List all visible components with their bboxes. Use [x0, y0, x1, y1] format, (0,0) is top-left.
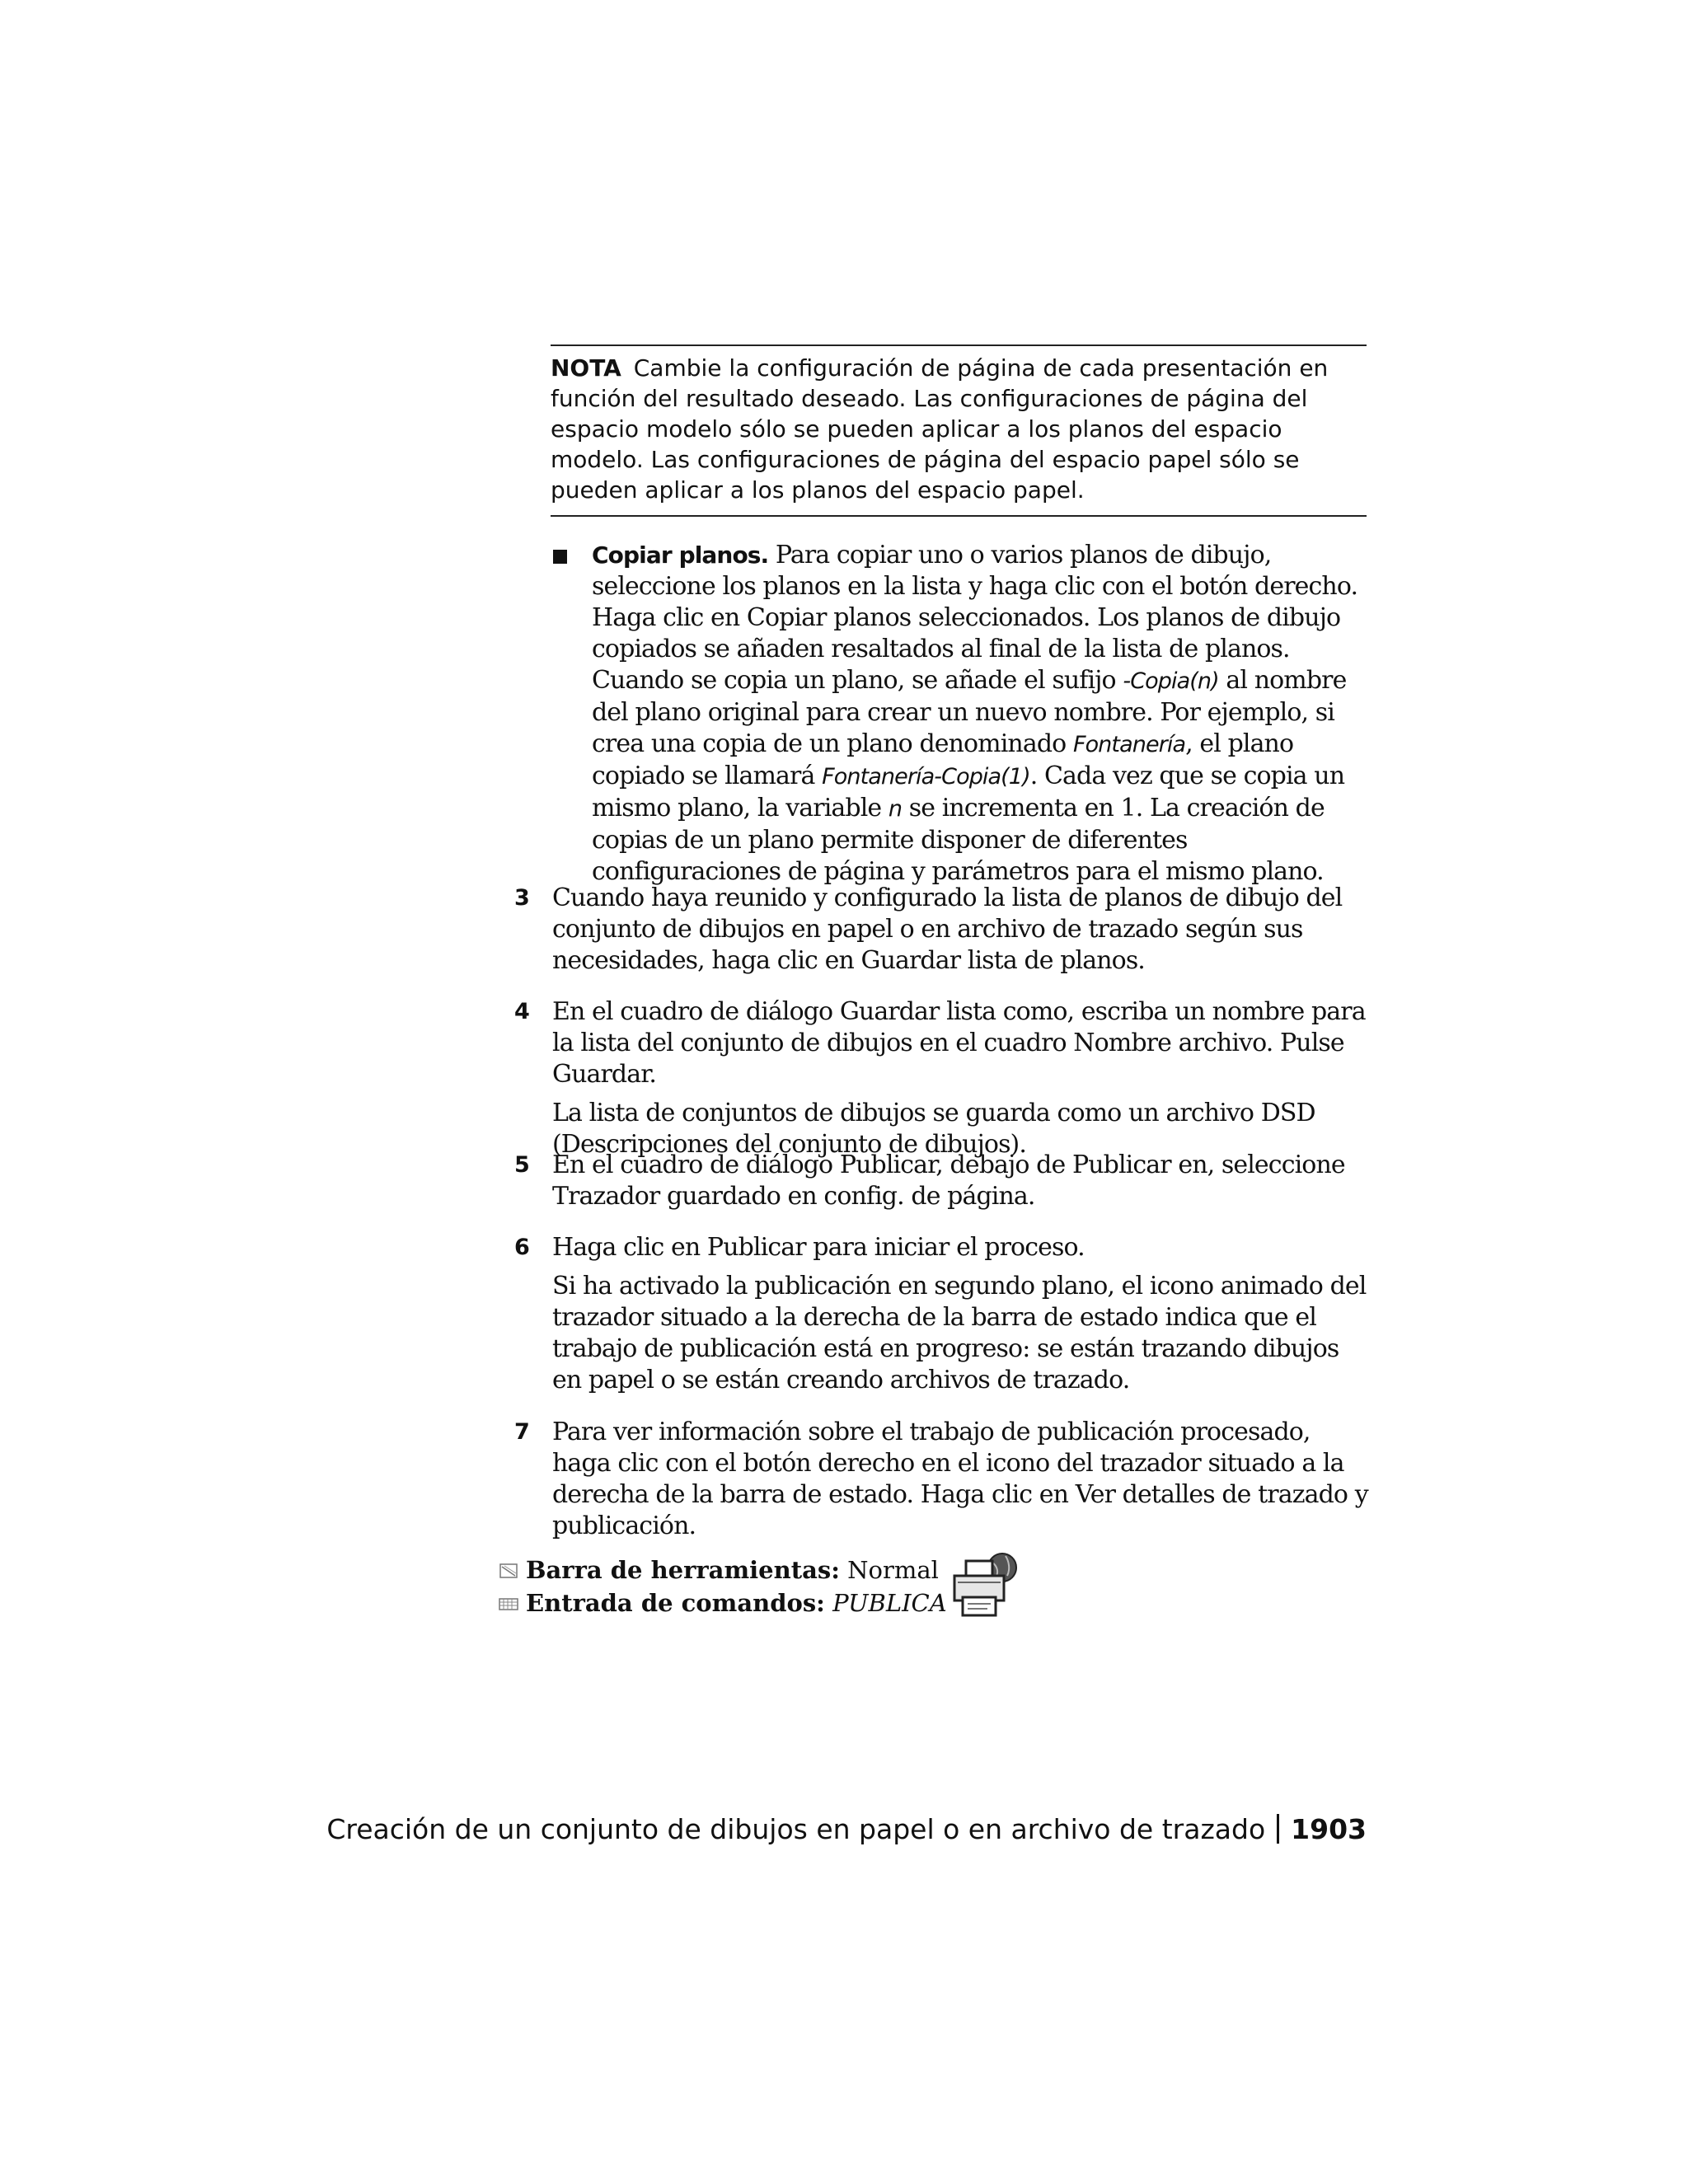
suffix-text: -Copia(n) [1123, 668, 1219, 694]
footer-separator [1277, 1814, 1279, 1844]
page-number: 1903 [1291, 1813, 1367, 1845]
step-number: 5 [514, 1152, 529, 1178]
step-text [552, 1232, 1372, 1396]
step-text [552, 1150, 1372, 1212]
step-3 [511, 883, 1372, 977]
step-4 [511, 996, 1372, 1160]
step-paragraph: Para ver información sobre el trabajo de publicación procesado, haga clic con el botón derecho en el icono del trazador situado a la derecha de la barra de estado. Haga clic en Ver detalles de trazado y publicación. [552, 1418, 1368, 1540]
command-value: PUBLICA [832, 1589, 947, 1617]
bullet-text-part: Para copiar uno o varios planos de dibujo, seleccione los planos en la lista y haga clic con el botón derecho. Haga clic en Copiar planos seleccionados. Los planos de dibujo copiados se añaden resaltados al final de la lista de planos. Cuando se copia un plano, se añade el sufijo [592, 541, 1358, 695]
bullet-text-part: . Cada vez que se copia un mismo plano, la variable [592, 762, 1345, 823]
step-paragraph: La lista de conjuntos de dibujos se guarda como un archivo DSD (Descripciones del conjunto de dibujos). [552, 1099, 1315, 1159]
example-name: Fontanería [1072, 732, 1186, 757]
bullet-text-part: , el plano copiado se llamará [592, 729, 1294, 790]
step-number: 4 [514, 999, 529, 1024]
toolbar-icon [498, 1562, 519, 1580]
bullet-text-part: se incrementa en 1. La creación de copias de un plano permite disponer de diferentes configuraciones de página y parámetros para el mismo plano. [592, 794, 1325, 886]
note-text: Cambie la configuración de página de cada presentación en función del resultado deseado. Las configuraciones de página del espacio modelo sólo se pueden aplicar a los planos del espacio modelo. Las configuraciones de página del espacio papel sólo se pueden aplicar a los planos del espacio papel. [551, 354, 1329, 504]
bullet-copy-sheets [551, 540, 1371, 888]
bullet-square-icon [553, 550, 567, 564]
toolbar-label: Barra de herramientas: [526, 1556, 840, 1584]
step-5 [511, 1150, 1372, 1212]
step-text [552, 1417, 1372, 1542]
keyboard-icon [498, 1595, 519, 1613]
step-paragraph: En el cuadro de diálogo Guardar lista como, escriba un nombre para la lista del conjunto de dibujos en el cuadro Nombre archivo. Pulse Guardar. [552, 997, 1366, 1089]
step-7 [511, 1417, 1372, 1542]
note-label: NOTA [551, 354, 621, 382]
step-paragraph: Cuando haya reunido y configurado la lista de planos de dibujo del conjunto de dibujos en papel o en archivo de trazado según sus necesidades, haga clic en Guardar lista de planos. [552, 883, 1343, 975]
example-copy-name: Fontanería-Copia(1) [822, 764, 1030, 790]
step-6 [511, 1232, 1372, 1396]
step-paragraph: Si ha activado la publicación en segundo plano, el icono animado del trazador situado a la derecha de la barra de estado indica que el trabajo de publicación está en progreso: se están trazando dibujos en papel o se están creando archivos de trazado. [552, 1272, 1367, 1394]
page-footer [326, 1813, 1367, 1845]
step-text [552, 883, 1372, 977]
bullet-label: Copiar planos. [592, 541, 769, 569]
step-paragraph: En el cuadro de diálogo Publicar, debajo de Publicar en, seleccione Trazador guardado en config. de página. [552, 1151, 1345, 1211]
step-number: 6 [514, 1235, 529, 1260]
bullet-text [592, 540, 1371, 888]
step-text [552, 996, 1372, 1160]
step-number: 7 [514, 1419, 529, 1445]
footer-title: Creación de un conjunto de dibujos en papel o en archivo de trazado [326, 1813, 1266, 1845]
bullet-text-part: al nombre del plano original para crear un nuevo nombre. Por ejemplo, si crea una copia de un plano denominado [592, 666, 1347, 758]
note-box [551, 344, 1367, 517]
toolbar-value: Normal [847, 1556, 939, 1584]
step-paragraph: Haga clic en Publicar para iniciar el proceso. [552, 1233, 1085, 1262]
variable-name: n [888, 796, 903, 822]
step-number: 3 [514, 885, 529, 911]
printer-globe-icon [948, 1549, 1022, 1624]
command-label: Entrada de comandos: [526, 1589, 825, 1617]
